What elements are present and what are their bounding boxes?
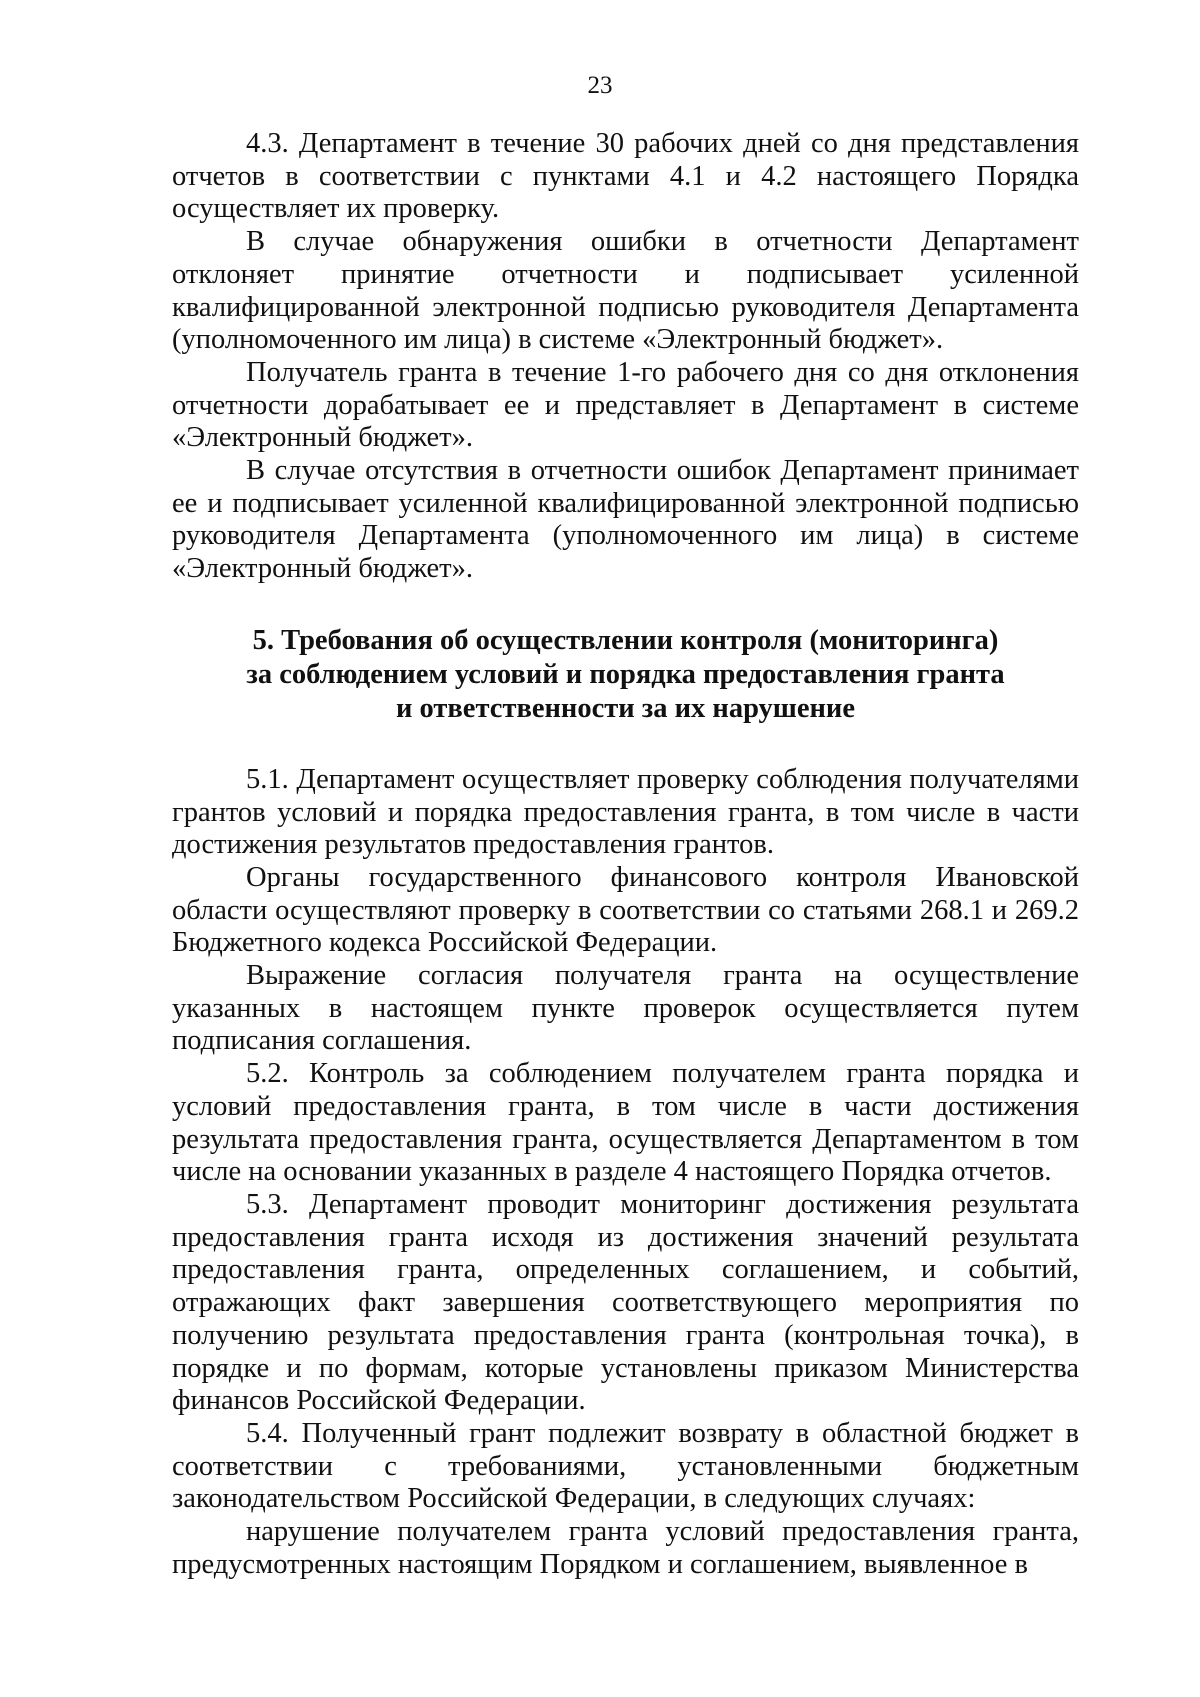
paragraph-financial-control: Органы государственного финансового контроля Ивановской области осуществляют проверку в соответствии со статьями 268.1 и 269.2 Бюджетного кодекса Российской Федерации.: [172, 861, 1079, 959]
paragraph-revision: Получатель гранта в течение 1-го рабочего дня со дня отклонения отчетности дорабатывает ее и представляет в Департамент в системе «Электронный бюджет».: [172, 356, 1079, 454]
paragraph-5-2: 5.2. Контроль за соблюдением получателем гранта порядка и условий предоставления гранта, в том числе в части достижения результата предоставления гранта, осуществляется Департаментом в том числе на основании указанных в разделе 4 настоящего Порядка отчетов.: [172, 1058, 1079, 1188]
paragraph-5-3: 5.3. Департамент проводит мониторинг достижения результата предоставления гранта исходя из достижения значений результата предоставления гранта, определенных соглашением, и событий, отражающих факт завершения соответствующего мероприятия по получению результата предоставления гранта (контрольная точка), в порядке и по формам, которые установлены приказом Министерства финансов Российской Федерации.: [172, 1188, 1079, 1417]
paragraph-error-rejection: В случае обнаружения ошибки в отчетности Департамент отклоняет принятие отчетности и подписывает усиленной квалифицированной электронной подписью руководителя Департамента (уполномоченного им лица) в системе «Электронный бюджет».: [172, 226, 1079, 356]
page-number: 23: [587, 72, 613, 99]
paragraph-acceptance: В случае отсутствия в отчетности ошибок Департамент принимает ее и подписывает усиленной квалифицированной электронной подписью руководителя Департамента (уполномоченного им лица) в системе «Электронный бюджет».: [172, 455, 1079, 585]
paragraph-5-1: 5.1. Департамент осуществляет проверку соблюдения получателями грантов условий и порядка предоставления гранта, в том числе в части достижения результатов предоставления грантов.: [172, 763, 1079, 861]
section-5-heading-line: 5. Требования об осуществлении контроля (мониторинга): [252, 624, 999, 656]
section-5-heading-line: и ответственности за их нарушение: [395, 692, 855, 724]
paragraph-violation: нарушение получателем гранта условий предоставления гранта, предусмотренных настоящим Порядком и соглашением, выявленное в: [172, 1516, 1079, 1580]
section-5-heading: [172, 624, 1079, 726]
section-5-heading-line: за соблюдением условий и порядка предоставления гранта: [246, 658, 1005, 690]
paragraph-5-4: 5.4. Полученный грант подлежит возврату в областной бюджет в соответствии с требованиями, установленными бюджетным законодательством Российской Федерации, в следующих случаях:: [172, 1417, 1079, 1515]
paragraph-consent: Выражение согласия получателя гранта на осуществление указанных в настоящем пункте проверок осуществляется путем подписания соглашения.: [172, 960, 1079, 1057]
paragraph-4-3: 4.3. Департамент в течение 30 рабочих дней со дня представления отчетов в соответствии с пунктами 4.1 и 4.2 настоящего Порядка осуществляет их проверку.: [172, 128, 1079, 225]
document-body: [172, 128, 1079, 1581]
